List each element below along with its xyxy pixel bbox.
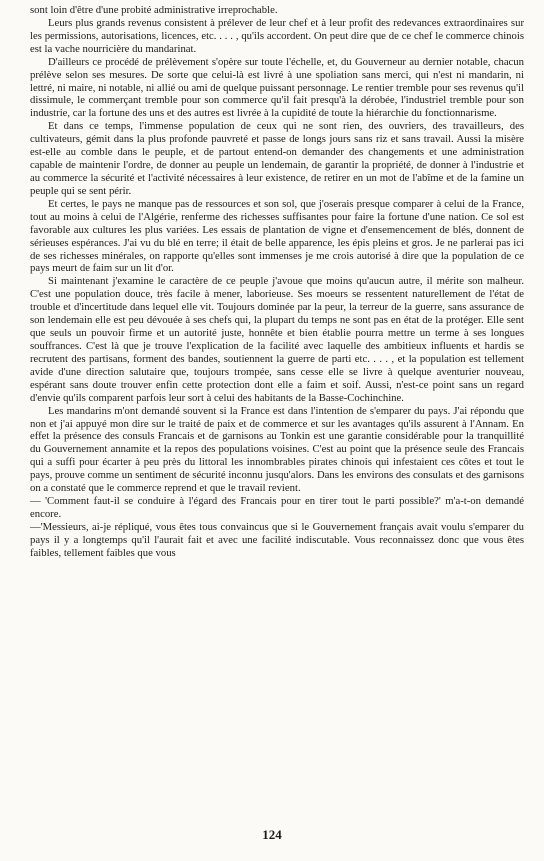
dialogue-paragraph: — 'Comment faut-il se conduire à l'égard des Francais pour en tirer tout le parti possible?' m'a-t-on demandé encore. [30,495,524,520]
paragraph: Et dans ce temps, l'immense population de ceux qui ne sont rien, des ouvriers, des travailleurs, des cultivateurs, gémit dans la plus profonde pauvreté et passe de longs jours sans riz et sans travail. Aussi la misère est-elle au comble dans le peuple, et de partout entend-on demander des changements et une administration capable de maintenir l'ordre, de donner au peuple un lendemain, de garantir la propriété, de donner à l'industrie et au commerce la sécurité et l'activité nécessaires à leur existence, de retirer en un mot de l'abîme et de la famine un peuple qui se sent périr. [30,120,524,197]
paragraph: Et certes, le pays ne manque pas de ressources et son sol, que j'oserais presque comparer à celui de la France, tout au moins à celui de l'Algérie, renferme des richesses suffisantes pour faire la fortune d'une nation. Ce sol est favorable aux cultures les plus variées. Les essais de plantation de vigne et d'ensemencement de blés, donnent de sérieuses espérances. J'ai vu du blé en terre; il était de belle apparence, les épis pleins et gros. Je ne parlerai pas ici de ses richesses minérales, on rapporte qu'elles sont immenses je me crois autorisé à dire que la population de ce pays meurt de faim sur un lit d'or. [30,197,524,275]
dialogue-paragraph: —'Messieurs, ai-je répliqué, vous êtes tous convaincus que si le Gouvernement français avait voulu s'emparer du pays il y a longtemps qu'il l'aurait fait et avec une facilité indiscutable. Vous reconnaissez donc que vous êtes faibles, tellement faibles que vous [30,520,524,559]
paragraph: Leurs plus grands revenus consistent à prélever de leur chef et à leur profit des redevances extraordinaires sur les permissions, autorisations, licences, etc. . . . , qu'ils accordent. On peut dire que de ce chef le commerce chinois est la vache nourricière du mandarinat. [30,16,524,55]
paragraph: Les mandarins m'ont demandé souvent si la France est dans l'intention de s'emparer du pays. J'ai répondu que non et j'ai appuyé mon dire sur le traité de paix et de commerce et sur les avantages qu'ils assurent à l'Annam. En effet la présence des consuls Francais et de garnisons au Tonkin est une garantie considérable pour la tranquillité du Gouvernement annamite et la repos des populations voisines. C'est au point que la présence seule des Francais qui a suffi pour écarter à peu près du littoral les innombrables pirates chinois qui infestaient ces côtes et tout le pays, prouve comme un sentiment de sécurité inconnu jusqu'alors. Dans les environs des consulats et des garnisons on a constaté que le commerce reprend et que le travail revient. [30,404,524,495]
paragraph: D'ailleurs ce procédé de prélèvement s'opère sur toute l'échelle, et, du Gouverneur au dernier notable, chacun prélève selon ses mesures. De sorte que celui-là est livré à une spoliation sans merci, qui n'est ni mandarin, ni lettré, ni maire, ni notable, ni allié ou ami de quelque puissant personnage. Le rentier tremble pour ses revenus qu'il dissimule, le commerçant tremble pour son commerce qu'il fait presqu'à la dérobée, l'industriel tremble pour son industrie, car la fortune des uns et des autres est livrée à la cupidité de toute la hiérarchie du fonctionnarisme. [30,55,524,120]
paragraph: Si maintenant j'examine le caractère de ce peuple j'avoue que moins qu'aucun autre, il mérite son malheur. C'est une population douce, très facile à mener, laborieuse. Ses moeurs se ressentent naturellement de l'état de trouble et d'incertitude dans lequel elle vit. Toujours dominée par la peur, la terreur de la guerre, sans assurance de son lendemain elle est peu dévouée à ses chefs qui, la plupart du temps ne sont pas en état de la protéger. Elle sent que seuls un pouvoir firme et un autorité juste, honnête et bien établie pourra mettre un terme à ses longues souffrances. C'est là que je trouve l'explication de la facilité avec laquelle des ambitieux influents et hardis se recrutent des partisans, forment des bandes, soutiennent la guerre de parti etc. . . . , et la population est tellement avide d'une direction salutaire que, toujours trompée, sans cesse elle se livre à quelque aventurier nouveau, espérant sans doute trouver enfin cette protection dont elle a faim et soif. Aussi, n'est-ce point sans un regard d'envie qu'ils comparent parfois leur sort à celui des habitants de la Basse-Cochinchine. [30,275,524,404]
page-number: 124 [262,827,282,842]
paragraph: sont loin d'être d'une probité administrative irreprochable. [30,4,278,16]
body-text [30,4,524,560]
